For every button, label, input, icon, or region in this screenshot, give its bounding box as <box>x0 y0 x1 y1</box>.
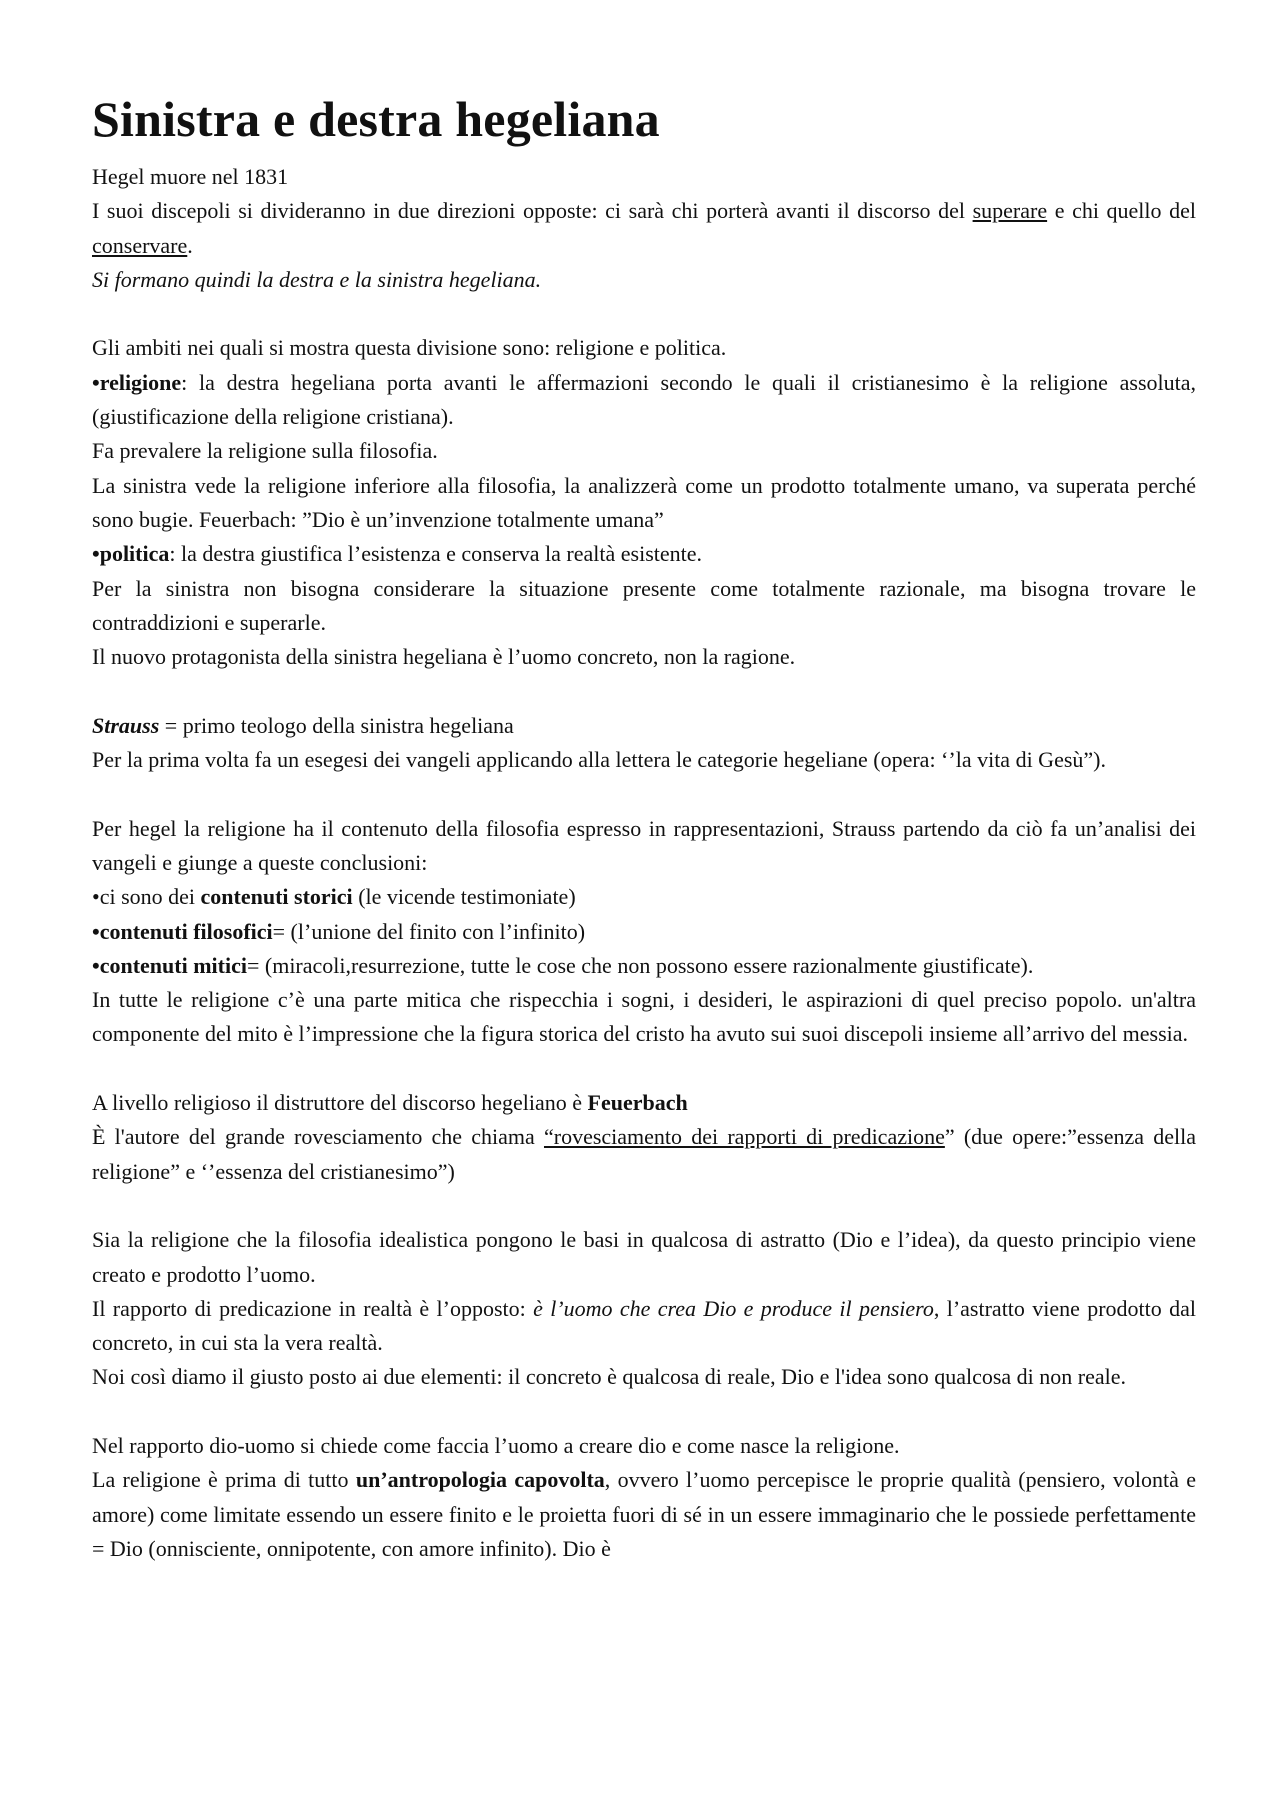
document-body <box>92 160 1196 1566</box>
intro-text: e chi quello del <box>1047 198 1197 224</box>
intro-line-1: Hegel muore nel 1831 <box>92 164 289 189</box>
parte-mitica: In tutte le religione c’è una parte mitica che rispecchia i sogni, i desideri, le aspirazioni di quel preciso popolo. un'altra componente del mito è l’impressione che la figura storica del cristo ha avuto sui suoi discepoli insieme all’arrivo del messia. <box>92 987 1196 1047</box>
intro-italic: Si formano quindi la destra e la sinistra hegeliana. <box>92 266 542 292</box>
strauss-def-text: = primo teologo della sinistra hegeliana <box>159 712 514 738</box>
feuerbach-intro <box>92 1086 1196 1120</box>
sinistra-politica: Per la sinistra non bisogna considerare la situazione presente come totalmente razionale, ma bisogna trovare le contraddizioni e superarle. <box>92 575 1196 635</box>
feuerbach-text: , ovvero l’uomo percepisce le proprie qualità (pensiero, volontà e amore) come limitate essendo un essere finito e le proietta fuori di sé in un essere immaginario che le possiede perfettamente = Dio (onnisciente, onnipotente, con amore infinito). Dio è <box>92 1467 1196 1561</box>
page-title: Sinistra e destra hegeliana <box>92 91 660 147</box>
blank-line <box>92 297 1196 331</box>
feuerbach-text: La religione è prima di tutto <box>92 1467 356 1493</box>
intro-text: I suoi discepoli si divideranno in due direzioni opposte: ci sarà chi porterà avanti il discorso del <box>92 198 973 224</box>
rovesciamento-paragraph <box>92 1120 1196 1189</box>
rovesciamento-underlined: “rovesciamento dei rapporti di predicazione <box>543 1124 945 1150</box>
intro-line-3 <box>92 263 1196 297</box>
bullet-bold: contenuti storici <box>200 884 353 910</box>
bullet-contenuti-mitici <box>92 949 1196 983</box>
predicazione-paragraph <box>92 1292 1196 1361</box>
politica-label: •politica <box>92 541 170 567</box>
bullet-contenuti-storici <box>92 880 1196 914</box>
feuerbach-text: , l’astratto viene prodotto dal concreto, in cui sta la vera realtà. <box>92 1295 1196 1356</box>
bullet-contenuti-filosofici <box>92 915 1196 949</box>
giusto-posto-paragraph: Noi così diamo il giusto posto ai due elementi: il concreto è qualcosa di reale, Dio e l'idea sono qualcosa di non reale. <box>92 1364 1126 1390</box>
religione-prevalere: Fa prevalere la religione sulla filosofia. <box>92 438 438 464</box>
bullet-bold: •contenuti mitici <box>92 952 247 978</box>
blank-line <box>92 674 1196 708</box>
blank-line <box>92 1052 1196 1086</box>
intro-text: . <box>187 232 193 258</box>
astratto-paragraph: Sia la religione che la filosofia idealistica pongono le basi in qualcosa di astratto (Dio e l’idea), da questo principio viene creato e prodotto l’uomo. <box>92 1227 1196 1287</box>
feuerbach-text: ” (due opere:”essenza della religione” e ‘’essenza del cristianesimo”) <box>92 1124 1196 1184</box>
strauss-definition <box>92 709 1196 743</box>
antropologia-paragraph <box>92 1463 1196 1566</box>
strauss-name: Strauss <box>92 712 160 738</box>
blank-line <box>92 1395 1196 1429</box>
sinistra-religione: La sinistra vede la religione inferiore alla filosofia, la analizzerà come un prodotto totalmente umano, va superata perché sono bugie. Feuerbach: ”Dio è un’invenzione totalmente umana” <box>92 472 1196 532</box>
dio-uomo-paragraph: Nel rapporto dio-uomo si chiede come faccia l’uomo a creare dio e come nasce la religione. <box>92 1432 900 1458</box>
antropologia-bold: un’antropologia capovolta <box>355 1467 605 1493</box>
feuerbach-text: Il rapporto di predicazione in realtà è l’opposto: <box>92 1295 534 1321</box>
conservare-underlined: conservare <box>92 232 188 258</box>
nuovo-protagonista: Il nuovo protagonista della sinistra hegeliana è l’uomo concreto, non la ragione. <box>92 644 796 670</box>
bullet-text: •ci sono dei <box>92 884 201 910</box>
bullet-text: (le vicende testimoniate) <box>352 884 576 910</box>
religione-text: : la destra hegeliana porta avanti le affermazioni secondo le quali il cristianesimo è la religione assoluta,(giustificazione della religione cristiana). <box>92 369 1196 430</box>
bullet-text: = (miracoli,resurrezione, tutte le cose che non possono essere razionalmente giustificate). <box>246 952 1034 978</box>
intro-line-2 <box>92 194 1196 263</box>
blank-line <box>92 777 1196 811</box>
bullet-text: = (l’unione del finito con l’infinito) <box>272 918 586 944</box>
feuerbach-text: È l'autore del grande rovesciamento che chiama <box>92 1124 544 1150</box>
strauss-esegesi: Per la prima volta fa un esegesi dei vangeli applicando alla lettera le categorie hegeliane (opera: ‘’la vita di Gesù”). <box>92 747 1106 773</box>
feuerbach-italic: è l’uomo che crea Dio e produce il pensiero <box>533 1295 934 1321</box>
feuerbach-name: Feuerbach <box>587 1090 688 1116</box>
strauss-analisi: Per hegel la religione ha il contenuto della filosofia espresso in rappresentazioni, Strauss partendo da ciò fa un’analisi dei vangeli e giunge a queste conclusioni: <box>92 815 1196 875</box>
superare-underlined: superare <box>972 198 1048 224</box>
religione-label: •religione <box>92 369 182 395</box>
politica-text: : la destra giustifica l’esistenza e conserva la realtà esistente. <box>169 541 703 567</box>
blank-line <box>92 1189 1196 1223</box>
bullet-bold: •contenuti filosofici <box>92 918 273 944</box>
politica-paragraph <box>92 537 1196 571</box>
ambiti-intro: Gli ambiti nei quali si mostra questa divisione sono: religione e politica. <box>92 335 727 361</box>
religione-paragraph <box>92 366 1196 435</box>
feuerbach-text: A livello religioso il distruttore del discorso hegeliano è <box>92 1090 588 1116</box>
